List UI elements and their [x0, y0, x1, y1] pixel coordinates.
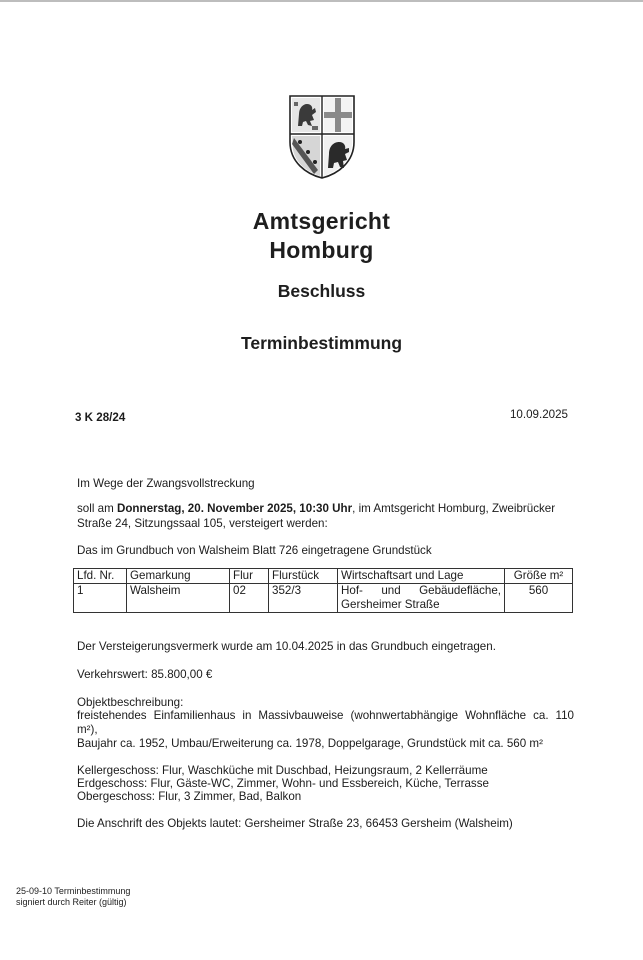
court-name-line2: Homburg	[269, 237, 374, 263]
cell-flurstueck: 352/3	[269, 584, 338, 613]
court-name-line1: Amtsgericht	[252, 208, 391, 234]
table-header-row	[74, 569, 573, 584]
intro-text: Im Wege der Zwangsvollstreckung	[77, 477, 255, 490]
header-flurstueck: Flurstück	[269, 569, 338, 584]
header-flur: Flur	[230, 569, 269, 584]
top-border	[0, 0, 643, 2]
schedule-line1	[77, 502, 555, 516]
erdgeschoss: Erdgeschoss: Flur, Gäste-WC, Zimmer, Wohn- und Essbereich, Küche, Terrasse	[77, 777, 489, 790]
objekt-title: Objektbeschreibung:	[77, 696, 184, 709]
verkehrswert: Verkehrswert: 85.800,00 €	[77, 668, 213, 681]
header-lfd-nr: Lfd. Nr.	[74, 569, 127, 584]
property-table	[73, 568, 573, 613]
case-number: 3 K 28/24	[75, 411, 126, 424]
cell-wirtschaftsart	[338, 584, 505, 613]
header-gemarkung: Gemarkung	[127, 569, 230, 584]
document-date: 10.09.2025	[509, 408, 568, 421]
coat-of-arms-icon	[288, 94, 356, 180]
wirtschaftsart-word3: Gebäudefläche,	[419, 584, 501, 597]
signature-line1: 25-09-10 Terminbestimmung	[16, 886, 131, 896]
cell-gemarkung: Walsheim	[127, 584, 230, 613]
objekt-line2: m²),	[77, 723, 98, 736]
objekt-line1: freistehendes Einfamilienhaus in Massivbauweise (wohnwertabhängige Wohnfläche ca. 110	[77, 709, 574, 722]
schedule-line2: Straße 24, Sitzungssaal 105, versteigert werden:	[77, 517, 328, 530]
document-subject: Terminbestimmung	[240, 333, 403, 353]
objekt-line3: Baujahr ca. 1952, Umbau/Erweiterung ca. 1978, Doppelgarage, Grundstück mit ca. 560 m²	[77, 737, 543, 750]
cell-lfd-nr: 1	[74, 584, 127, 613]
signature-line2: signiert durch Reiter (gültig)	[16, 897, 127, 907]
schedule-suffix: , im Amtsgericht Homburg, Zweibrücker	[352, 502, 556, 515]
table-row	[74, 584, 573, 613]
wirtschaftsart-line2: Gersheimer Straße	[341, 598, 440, 611]
obergeschoss: Obergeschoss: Flur, 3 Zimmer, Bad, Balkon	[77, 790, 302, 803]
schedule-prefix: soll am	[77, 502, 117, 515]
property-intro: Das im Grundbuch von Walsheim Blatt 726 eingetragene Grundstück	[77, 544, 432, 557]
document-type: Beschluss	[277, 281, 366, 301]
cell-flur: 02	[230, 584, 269, 613]
cell-groesse: 560	[505, 584, 573, 613]
vermerk-text: Der Versteigerungsvermerk wurde am 10.04.2025 in das Grundbuch eingetragen.	[77, 640, 496, 653]
kellergeschoss: Kellergeschoss: Flur, Waschküche mit Duschbad, Heizungsraum, 2 Kellerräume	[77, 764, 488, 777]
auction-datetime: Donnerstag, 20. November 2025, 10:30 Uhr	[116, 502, 353, 515]
header-groesse: Größe m²	[505, 569, 573, 584]
anschrift: Die Anschrift des Objekts lautet: Gersheimer Straße 23, 66453 Gersheim (Walsheim)	[77, 817, 513, 830]
wirtschaftsart-line1	[341, 584, 501, 598]
header-wirtschaftsart: Wirtschaftsart und Lage	[338, 569, 505, 584]
wirtschaftsart-word1: Hof-	[341, 584, 363, 597]
wirtschaftsart-word2: und	[381, 584, 401, 597]
